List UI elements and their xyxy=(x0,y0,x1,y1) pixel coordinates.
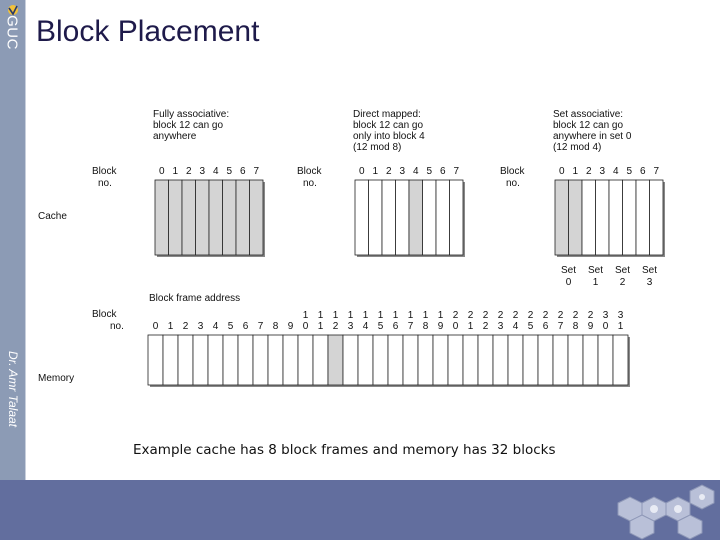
memory-block-ones: 9 xyxy=(287,321,294,332)
memory-block-ones: 9 xyxy=(587,321,594,332)
memory-block-ones: 5 xyxy=(227,321,234,332)
memory-block-frame xyxy=(433,335,448,385)
set-number: 0 xyxy=(565,277,572,288)
memory-block-ones: 4 xyxy=(212,321,219,332)
memory-block-frame xyxy=(193,335,208,385)
cache-block-frame xyxy=(409,180,423,255)
cache-block-number: 7 xyxy=(653,166,660,177)
cache-block-frame xyxy=(169,180,183,255)
memory-block-ones: 5 xyxy=(377,321,384,332)
memory-block-ones: 8 xyxy=(272,321,279,332)
memory-block-tens: 2 xyxy=(467,310,474,321)
memory-block-ones: 1 xyxy=(167,321,174,332)
scheme-fully-desc-line: block 12 can go xyxy=(153,120,224,131)
memory-block-ones: 8 xyxy=(422,321,429,332)
memory-no-label: no. xyxy=(110,321,124,332)
cache-block-number: 5 xyxy=(226,166,233,177)
memory-block-ones: 9 xyxy=(437,321,444,332)
memory-block-frame xyxy=(613,335,628,385)
cache-block-number: 5 xyxy=(626,166,633,177)
cache-block-number: 4 xyxy=(212,166,219,177)
set-number: 1 xyxy=(592,277,599,288)
memory-block-frame xyxy=(583,335,598,385)
cache-block-number: 3 xyxy=(199,166,206,177)
memory-block-label: Block xyxy=(92,309,117,320)
cache-block-number: 2 xyxy=(185,166,192,177)
memory-block-ones: 6 xyxy=(542,321,549,332)
cache-block-frame xyxy=(396,180,410,255)
memory-block-frame xyxy=(493,335,508,385)
memory-block-ones: 1 xyxy=(317,321,324,332)
cache-block-frame xyxy=(582,180,596,255)
scheme-direct-no-label: no. xyxy=(303,178,317,189)
memory-block-frame xyxy=(568,335,583,385)
cache-block-number: 6 xyxy=(439,166,446,177)
memory-block-ones: 3 xyxy=(497,321,504,332)
memory-block-tens: 2 xyxy=(527,310,534,321)
memory-block-ones: 7 xyxy=(257,321,264,332)
memory-block-ones: 3 xyxy=(197,321,204,332)
memory-block-ones: 0 xyxy=(152,321,159,332)
memory-block-tens: 1 xyxy=(302,310,309,321)
memory-block-tens: 2 xyxy=(497,310,504,321)
memory-block-ones: 1 xyxy=(617,321,624,332)
memory-block-tens: 2 xyxy=(587,310,594,321)
scheme-set-desc-line: (12 mod 4) xyxy=(553,142,602,153)
memory-block-ones: 4 xyxy=(512,321,519,332)
cache-block-frame xyxy=(355,180,369,255)
set-label: Set xyxy=(641,265,658,276)
cache-block-number: 5 xyxy=(426,166,433,177)
scheme-set-no-label: no. xyxy=(506,178,520,189)
memory-block-frame xyxy=(553,335,568,385)
cache-block-number: 4 xyxy=(612,166,619,177)
logo-text: GUC xyxy=(3,15,21,50)
memory-block-frame xyxy=(418,335,433,385)
memory-block-frame xyxy=(208,335,223,385)
memory-block-ones: 4 xyxy=(362,321,369,332)
memory-label: Memory xyxy=(38,373,75,384)
memory-block-tens: 1 xyxy=(437,310,444,321)
memory-block-frame xyxy=(463,335,478,385)
cache-block-frame xyxy=(369,180,383,255)
cache-block-frame xyxy=(196,180,210,255)
cache-block-number: 6 xyxy=(639,166,646,177)
scheme-set-desc-line: block 12 can go xyxy=(553,120,624,131)
scheme-set-block-label: Block xyxy=(500,166,525,177)
cache-block-number: 3 xyxy=(599,166,606,177)
scheme-direct-desc-line: block 12 can go xyxy=(353,120,424,131)
memory-block-frame xyxy=(283,335,298,385)
cache-block-number: 0 xyxy=(358,166,365,177)
memory-block-ones: 2 xyxy=(182,321,189,332)
cache-block-frame xyxy=(155,180,169,255)
memory-block-tens: 2 xyxy=(452,310,459,321)
memory-block-ones: 1 xyxy=(467,321,474,332)
memory-block-tens: 1 xyxy=(407,310,414,321)
memory-block-frame xyxy=(148,335,163,385)
cache-block-frame xyxy=(250,180,264,255)
memory-block-tens: 1 xyxy=(347,310,354,321)
cache-block-frame xyxy=(423,180,437,255)
cache-block-number: 7 xyxy=(453,166,460,177)
memory-block-tens: 1 xyxy=(317,310,324,321)
memory-block-tens: 1 xyxy=(392,310,399,321)
memory-block-tens: 3 xyxy=(617,310,624,321)
cache-block-frame xyxy=(436,180,450,255)
cache-block-frame xyxy=(650,180,664,255)
memory-block-ones: 0 xyxy=(302,321,309,332)
scheme-fully-no-label: no. xyxy=(98,178,112,189)
memory-block-frame xyxy=(328,335,343,385)
scheme-direct-desc-line: (12 mod 8) xyxy=(353,142,402,153)
memory-block-frame xyxy=(253,335,268,385)
cache-block-frame xyxy=(450,180,464,255)
set-label: Set xyxy=(560,265,577,276)
cache-block-number: 1 xyxy=(572,166,579,177)
memory-block-frame xyxy=(403,335,418,385)
memory-block-frame xyxy=(478,335,493,385)
cache-block-frame xyxy=(209,180,223,255)
cache-block-frame xyxy=(596,180,610,255)
memory-block-frame xyxy=(298,335,313,385)
scheme-direct-desc-line: Direct mapped: xyxy=(353,109,421,120)
memory-block-tens: 1 xyxy=(377,310,384,321)
memory-block-ones: 3 xyxy=(347,321,354,332)
set-label: Set xyxy=(614,265,631,276)
cache-block-number: 2 xyxy=(585,166,592,177)
cache-block-frame xyxy=(569,180,583,255)
memory-block-frame xyxy=(238,335,253,385)
set-number: 3 xyxy=(646,277,653,288)
memory-block-ones: 6 xyxy=(242,321,249,332)
scheme-set-desc-line: Set associative: xyxy=(553,109,624,120)
memory-block-tens: 3 xyxy=(602,310,609,321)
memory-block-frame xyxy=(268,335,283,385)
memory-block-ones: 5 xyxy=(527,321,534,332)
memory-block-tens: 2 xyxy=(542,310,549,321)
cache-block-number: 7 xyxy=(253,166,260,177)
cache-block-frame xyxy=(623,180,637,255)
memory-block-ones: 0 xyxy=(452,321,459,332)
cache-block-number: 4 xyxy=(412,166,419,177)
cache-block-number: 6 xyxy=(239,166,246,177)
scheme-direct-desc-line: only into block 4 xyxy=(353,131,425,142)
cache-block-frame xyxy=(555,180,569,255)
cache-block-frame xyxy=(223,180,237,255)
memory-block-tens: 1 xyxy=(332,310,339,321)
memory-block-tens: 2 xyxy=(572,310,579,321)
cache-block-frame xyxy=(182,180,196,255)
memory-block-ones: 7 xyxy=(407,321,414,332)
memory-block-tens: 2 xyxy=(557,310,564,321)
cache-block-number: 1 xyxy=(372,166,379,177)
cache-block-number: 3 xyxy=(399,166,406,177)
memory-block-tens: 1 xyxy=(362,310,369,321)
set-label: Set xyxy=(587,265,604,276)
cache-block-number: 0 xyxy=(158,166,165,177)
scheme-direct-block-label: Block xyxy=(297,166,322,177)
memory-block-ones: 7 xyxy=(557,321,564,332)
cache-block-frame xyxy=(236,180,250,255)
scheme-set-desc-line: anywhere in set 0 xyxy=(553,131,632,142)
memory-block-frame xyxy=(358,335,373,385)
slide-title: Block Placement xyxy=(36,15,260,48)
memory-block-frame xyxy=(538,335,553,385)
memory-block-ones: 8 xyxy=(572,321,579,332)
scheme-fully-desc-line: anywhere xyxy=(153,131,197,142)
cache-block-frame xyxy=(609,180,623,255)
memory-block-frame xyxy=(508,335,523,385)
cache-block-number: 0 xyxy=(558,166,565,177)
cache-block-frame xyxy=(382,180,396,255)
memory-block-frame xyxy=(388,335,403,385)
figure-caption: Example cache has 8 block frames and memory has 32 blocks xyxy=(133,442,556,458)
memory-block-tens: 1 xyxy=(422,310,429,321)
cache-block-number: 1 xyxy=(172,166,179,177)
memory-block-frame xyxy=(313,335,328,385)
memory-block-tens: 2 xyxy=(512,310,519,321)
memory-block-frame xyxy=(343,335,358,385)
memory-block-ones: 0 xyxy=(602,321,609,332)
memory-block-frame xyxy=(163,335,178,385)
memory-block-frame xyxy=(178,335,193,385)
memory-block-ones: 2 xyxy=(482,321,489,332)
scheme-fully-block-label: Block xyxy=(92,166,117,177)
cache-block-number: 2 xyxy=(385,166,392,177)
cache-block-frame xyxy=(636,180,650,255)
memory-block-frame xyxy=(223,335,238,385)
cache-label: Cache xyxy=(38,211,67,222)
memory-block-ones: 6 xyxy=(392,321,399,332)
set-number: 2 xyxy=(619,277,626,288)
author-label: Dr. Amr Talaat xyxy=(6,350,20,428)
memory-block-tens: 2 xyxy=(482,310,489,321)
memory-block-ones: 2 xyxy=(332,321,339,332)
scheme-fully-desc-line: Fully associative: xyxy=(153,109,230,120)
memory-block-frame xyxy=(448,335,463,385)
frame-address-label: Block frame address xyxy=(149,293,241,304)
memory-block-frame xyxy=(523,335,538,385)
memory-block-frame xyxy=(598,335,613,385)
molecule-decoration-icon xyxy=(608,483,720,540)
memory-block-frame xyxy=(373,335,388,385)
